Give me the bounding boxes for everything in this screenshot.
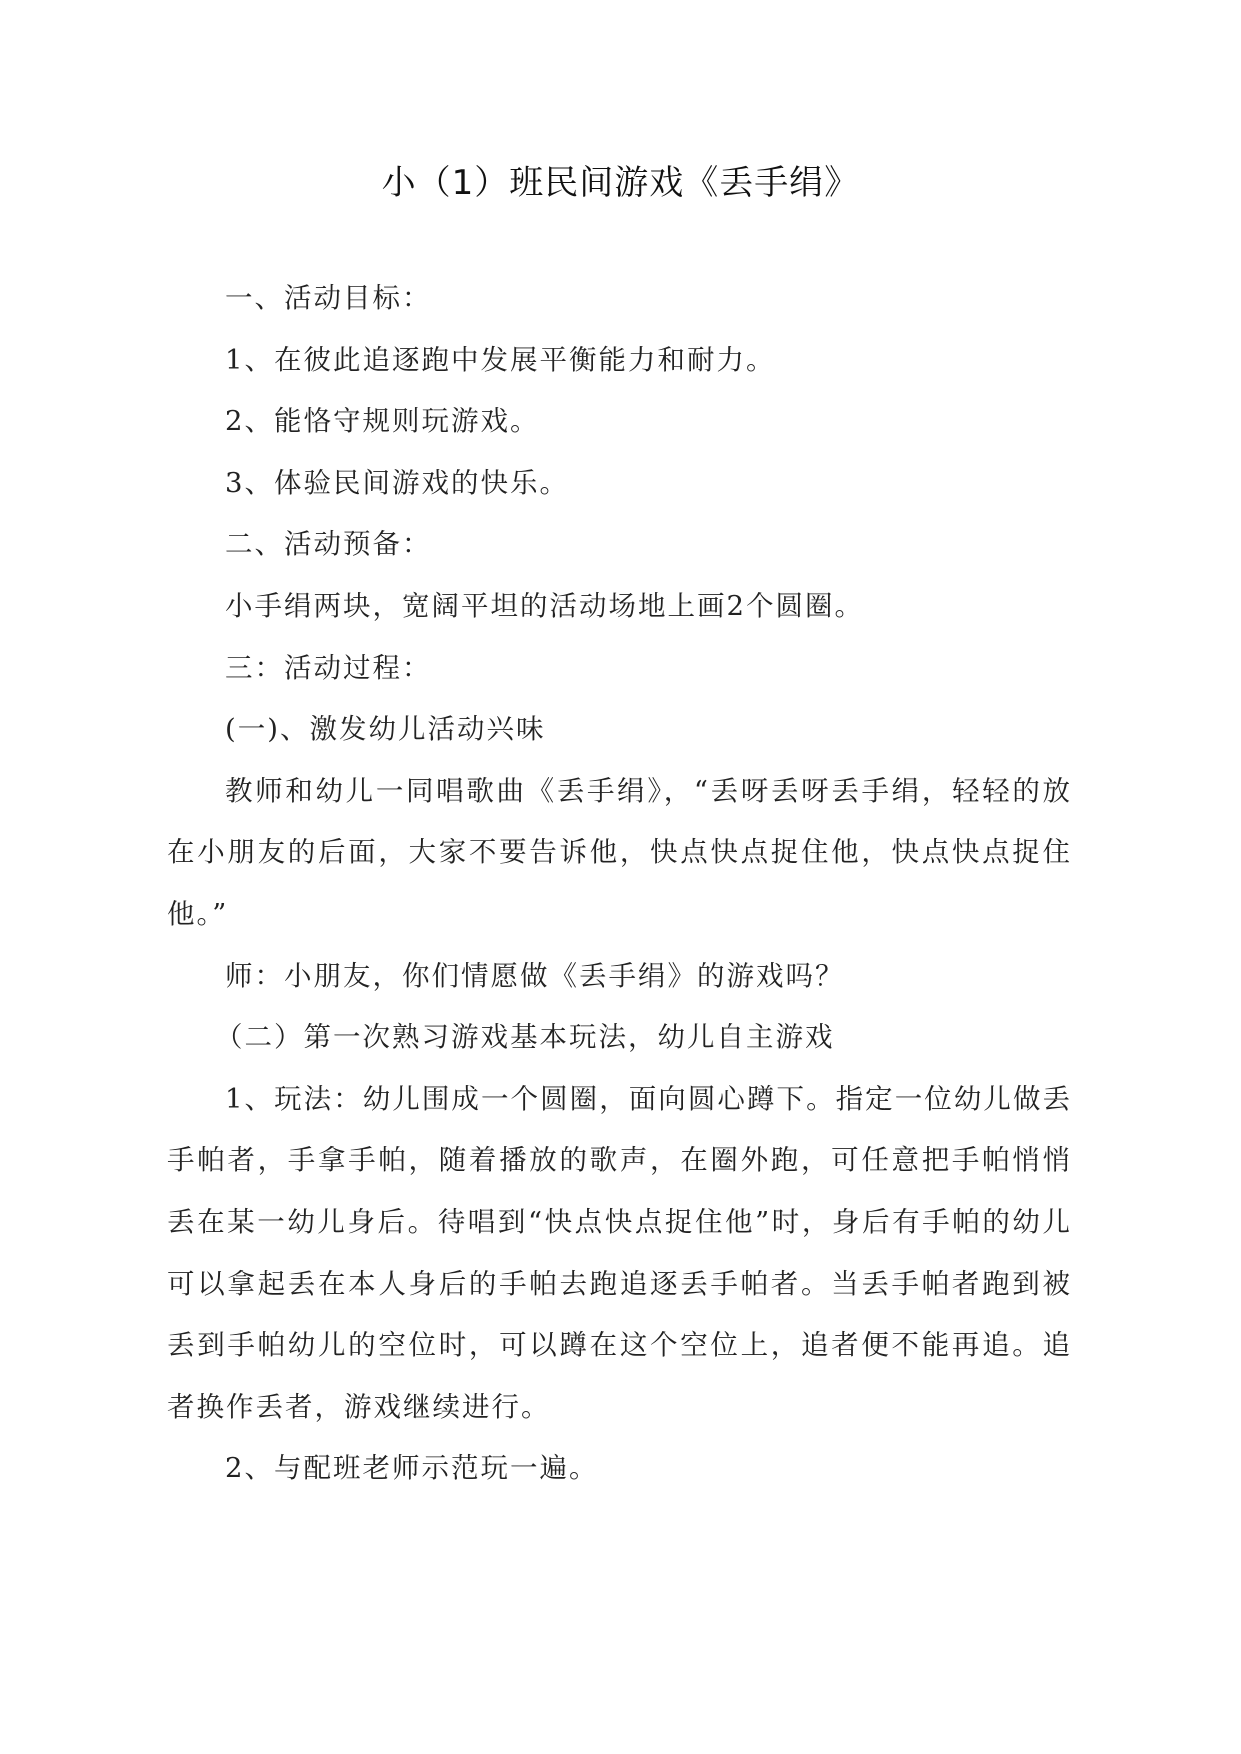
preparation-text: 小手绢两块，宽阔平坦的活动场地上画2个圆圈。	[225, 589, 864, 622]
section-heading-process: 三：活动过程：	[225, 651, 432, 684]
section-heading-goals: 一、活动目标：	[225, 282, 432, 314]
goal-item-2: 2、能恪守规则玩游戏。	[225, 405, 540, 438]
song-paragraph: 教师和幼儿一同唱歌曲《丢手绢》，“丢呀丢呀丢手绢，轻轻的放在小朋友的后面，大家不要告诉他，快点快点捉住他，快点快点捉住他。”	[167, 774, 1072, 930]
teacher-question: 师：小朋友，你们情愿做《丢手绢》的游戏吗？	[225, 959, 845, 992]
section-heading-preparation: 二、活动预备：	[225, 528, 432, 561]
goal-item-1: 1、在彼此追逐跑中发展平衡能力和耐力。	[225, 343, 776, 376]
subsection-heading-1: (一)、激发幼儿活动兴味	[225, 713, 546, 746]
goal-item-3: 3、体验民间游戏的快乐。	[225, 466, 569, 499]
rules-paragraph: 1、玩法：幼儿围成一个圆圈，面向圆心蹲下。指定一位幼儿做丢手帕者，手拿手帕，随着播放的歌声，在圈外跑，可任意把手帕悄悄丢在某一幼儿身后。待唱到“快点快点捉住他”时，身后有手帕的幼儿可以拿起丢在本人身后的手帕去跑追逐丢手帕者。当丢手帕者跑到被丢到手帕幼儿的空位时，可以蹲在这个空位上，追者便不能再追。追者换作丢者，游戏继续进行。	[167, 1082, 1072, 1423]
demo-item: 2、与配班老师示范玩一遍。	[225, 1452, 599, 1485]
subsection-heading-2: （二）第一次熟习游戏基本玩法，幼儿自主游戏	[215, 1021, 835, 1054]
document-title: 小（1）班民间游戏《丢手绢》	[381, 163, 860, 203]
document-body	[167, 268, 1072, 1500]
